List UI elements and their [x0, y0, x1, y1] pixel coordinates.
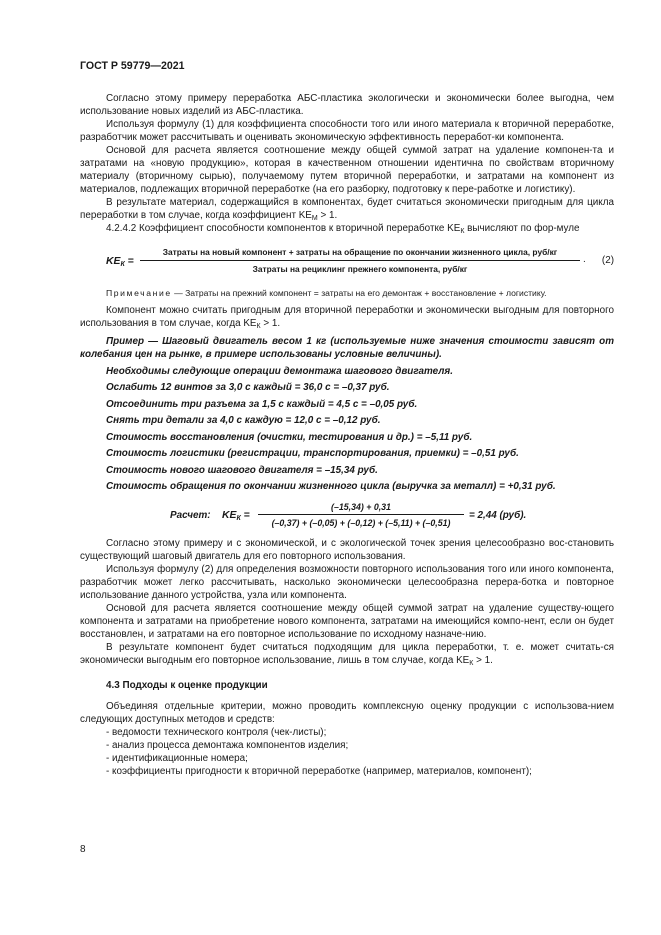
formula-2 [80, 243, 614, 281]
paragraph: Используя формулу (2) для определения возможности повторного использования того или иного компонента, разработчик может легко рассчитывать, насколько экономически целесообразна перера-ботка и повторное использование данного устройства, узла или компонента. [80, 564, 614, 601]
paragraph: Основой для расчета является соотношение между общей суммой затрат на удаление компонен-та и затратами на «новую продукцию», которая в качественном отношении идентична по свойствам вторичному материалу (вторичному сырью), получаемому путем вторичной переработки, и затратами на компонент из материалов, подлежащих вторичной переработке (на его разборку, подготовку к пере-работке и логистику). [80, 145, 614, 195]
paragraph: В результате материал, содержащийся в компонентах, будет считаться экономически пригодным для цикла переработки в том случае, когда коэффициент $KE_М > 1$. [80, 197, 614, 222]
document-body [80, 92, 614, 778]
example-line: Стоимость восстановления (очистки, тестирования и др.) = –5,11 руб. [106, 431, 473, 443]
fraction-bar [140, 260, 580, 261]
example-line: Стоимость обращения по окончании жизненного цикла (выручка за металл) = +0,31 руб. [106, 481, 556, 492]
formula-numerator: Затраты на новый компонент + затраты на обращение по окончании жизненного цикла, руб/кг [162, 247, 558, 257]
example-line: Необходимы следующие операции демонтажа шагового двигателя. [106, 365, 453, 377]
formula-denominator: Затраты на рециклинг прежнего компонента, руб/кг [252, 264, 468, 274]
example-line: Стоимость нового шагового двигателя = –15,34 руб. [106, 464, 378, 476]
example-line: Стоимость логистики (регистрации, транспортирования, приемки) = –0,51 руб. [106, 448, 519, 459]
example-intro: Пример — Шаговый двигатель весом 1 кг (используемые ниже значения стоимости зависят от колебания цен на рынке, в примере использованы условные величины). [80, 336, 614, 360]
paragraph: В результате компонент будет считаться подходящим для цикла переработки, т. е. может считать-ся экономически выгодным его повторное использование, лишь в том случае, когда $KE_К > 1$. [80, 642, 614, 667]
formula-period: . [583, 254, 586, 265]
paragraph: Согласно этому примеру переработка АБС-пластика экологически и экономически более выгодна, чем использование новых изделий из АБС-пластика. [80, 93, 614, 117]
list-item: - идентификационные номера; [106, 753, 248, 764]
example-line: Ослабить 12 винтов за 3,0 с каждый = 36,0 с = –0,37 руб. [106, 382, 390, 393]
paragraph: 4.2.4.2 Коэффициент способности компонентов к вторичной переработке $KE_К$ вычисляют по фор-муле [106, 223, 580, 235]
paragraph: Объединяя отдельные критерии, можно проводить комплексную оценку продукции с использова-нием следующих доступных методов и средств: [80, 701, 614, 725]
paragraph: Используя формулу (1) для коэффициента способности того или иного материала к вторичной переработке, разработчик может рассчитывать и оценивать экономическую эффективность переработ-ки компонента. [80, 119, 614, 143]
paragraph: Компонент можно считать пригодным для вторичной переработки и экономически выгодным для повторного использования в том случае, когда $KE_К > 1$. [80, 305, 614, 330]
list-item: - анализ процесса демонтажа компонентов изделия; [106, 740, 349, 751]
section-heading: 4.3 Подходы к оценке продукции [106, 680, 268, 691]
example-line: Отсоединить три разъема за 1,5 с каждый = 4,5 с = –0,05 руб. [106, 398, 418, 410]
example-line: Снять три детали за 4,0 с каждую = 12,0 с = –0,12 руб. [106, 415, 381, 426]
calculation-formula [80, 499, 614, 533]
document-header: ГОСТ Р 59779—2021 [80, 60, 185, 72]
list-item: - ведомости технического контроля (чек-листы); [106, 727, 327, 738]
calculation-numerator: (–15,34) + 0,31 [331, 502, 391, 512]
equation-number: (2) [601, 255, 614, 266]
fraction-bar [258, 514, 464, 515]
formula-lhs: $KE_К$ = [106, 256, 134, 268]
calculation-lhs: $KE_К$ = [222, 510, 250, 522]
calculation-result: = 2,44 (руб). [469, 510, 527, 521]
paragraph: Согласно этому примеру и с экономической, и с экологической точек зрения целесообразно вос-становить существующий шаговый двигатель для его повторного использования. [80, 538, 614, 562]
calculation-denominator: (–0,37) + (–0,05) + (–0,12) + (–5,11) + (–0,51) [271, 518, 451, 528]
bullet-list [80, 726, 614, 778]
note: Примечание — Затраты на прежний компонент = затраты на его демонтаж + восстановление + логистику. [106, 288, 547, 298]
calculation-label: Расчет: [170, 510, 211, 521]
paragraph: Основой для расчета является соотношение между общей суммой затрат на удаление существу-ющего компонента и затратами на приобретение нового компонента, затратами на имеющийся компо-нент, если он будет восстановлен, и затратами на его повторное использование по исходному назначе-нию. [80, 603, 614, 640]
list-item: - коэффициенты пригодности к вторичной переработке (например, материалов, компонент); [106, 766, 532, 777]
page-number: 8 [80, 844, 86, 855]
